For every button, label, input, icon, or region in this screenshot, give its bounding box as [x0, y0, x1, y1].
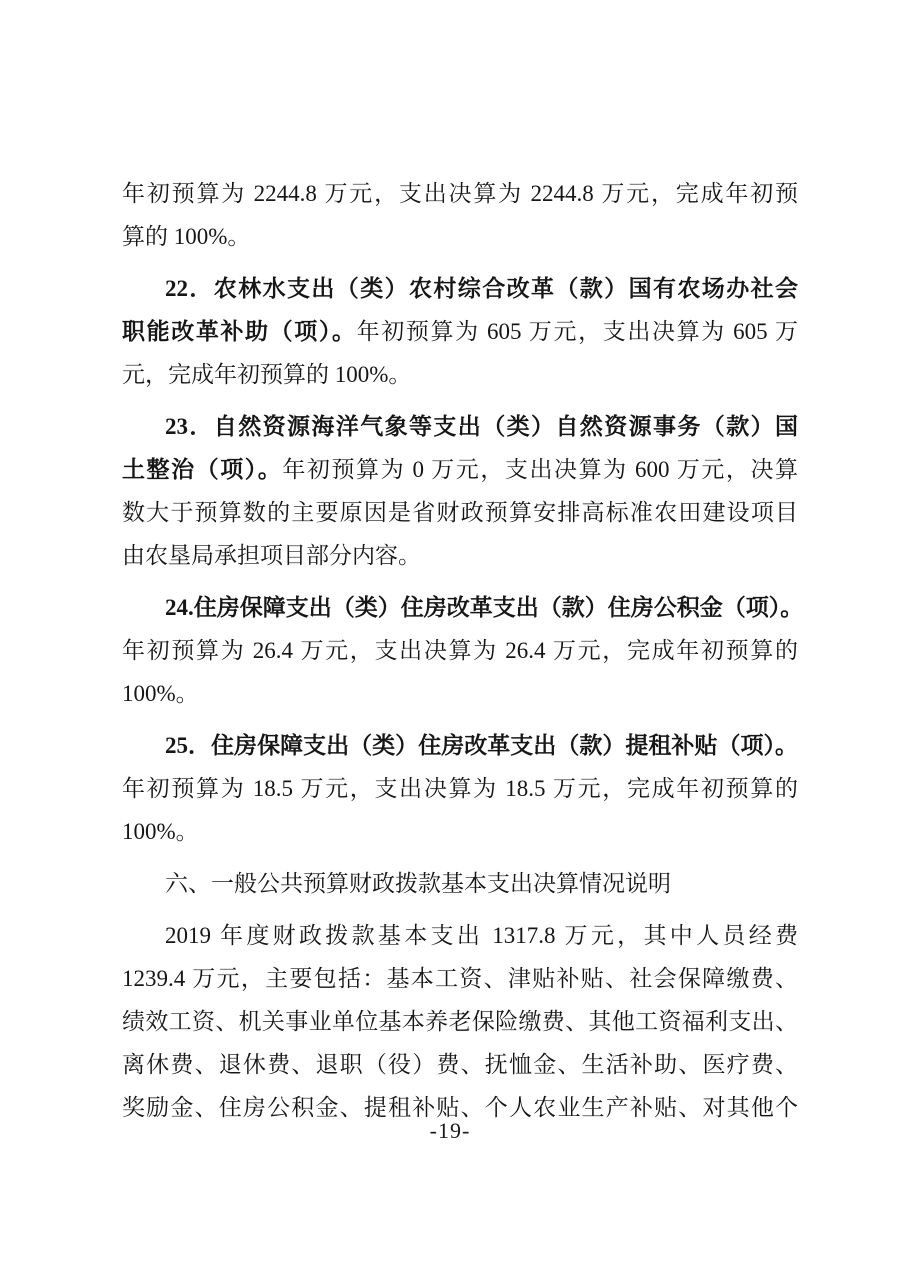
text-line: [122, 353, 798, 396]
text-line: [122, 672, 798, 715]
text-run: 年初预算为 605 万元，支出决算为 605 万: [356, 319, 799, 344]
text-line: [122, 767, 798, 810]
text-line: [122, 810, 798, 853]
text-line: [122, 448, 798, 491]
section-heading-6: [122, 862, 798, 905]
text-line: [122, 1000, 798, 1043]
text-line: [122, 534, 798, 577]
text-run: 年初预算为 0 万元，支出决算为 600 万元，决算: [282, 457, 799, 482]
text-run: 24.住房保障支出（类）住房改革支出（款）住房公积金（项）。: [165, 595, 804, 620]
text-line: [122, 405, 798, 448]
document-body: [122, 172, 804, 1138]
text-line: [122, 862, 798, 905]
text-line: [122, 1043, 798, 1086]
text-run: 土整治（项）。: [122, 457, 283, 482]
text-run: 100%。: [122, 681, 199, 706]
text-run: 25．住房保障支出（类）住房改革支出（款）提租补贴（项）。: [165, 733, 798, 758]
text-run: 六、一般公共预算财政拨款基本支出决算情况说明: [165, 871, 671, 896]
text-line: [122, 491, 798, 534]
text-run: 算的 100%。: [122, 224, 251, 249]
text-line: [122, 267, 798, 310]
text-run: 由农垦局承担项目部分内容。: [122, 543, 421, 568]
text-line: [122, 310, 798, 353]
paragraph-basic-expenditure: [122, 914, 798, 1129]
text-run: 绩效工资、机关事业单位基本养老保险缴费、其他工资福利支出、: [122, 1009, 798, 1034]
text-run: 1239.4 万元，主要包括：基本工资、津贴补贴、社会保障缴费、: [122, 966, 798, 991]
text-run: 元，完成年初预算的 100%。: [122, 362, 412, 387]
text-line: [122, 957, 798, 1000]
paragraph-item-25: [122, 724, 798, 853]
text-line: [122, 629, 798, 672]
text-run: 2019 年度财政拨款基本支出 1317.8 万元，其中人员经费: [165, 923, 798, 948]
page-number: -19-: [429, 1118, 471, 1143]
text-run: 年初预算为 18.5 万元，支出决算为 18.5 万元，完成年初预算的: [122, 776, 798, 801]
text-line: [122, 586, 804, 629]
text-run: 离休费、退休费、退职（役）费、抚恤金、生活补助、医疗费、: [122, 1052, 798, 1077]
text-line: [122, 172, 798, 215]
text-run: 23．自然资源海洋气象等支出（类）自然资源事务（款）国: [165, 414, 798, 439]
text-run: 100%。: [122, 819, 199, 844]
text-run: 年初预算为 26.4 万元，支出决算为 26.4 万元，完成年初预算的: [122, 638, 798, 663]
text-run: 奖励金、住房公积金、提租补贴、个人农业生产补贴、对其他个: [122, 1095, 798, 1120]
text-run: 数大于预算数的主要原因是省财政预算安排高标准农田建设项目: [122, 500, 798, 525]
text-line: [122, 914, 798, 957]
paragraph-21-continuation: [122, 172, 798, 258]
text-run: 年初预算为 2244.8 万元，支出决算为 2244.8 万元，完成年初预: [122, 181, 798, 206]
text-run: 职能改革补助（项）。: [122, 319, 357, 344]
text-line: [122, 215, 798, 258]
paragraph-item-22: [122, 267, 798, 396]
text-line: [122, 724, 798, 767]
paragraph-item-24: [122, 586, 804, 715]
text-run: 22．农林水支出（类）农村综合改革（款）国有农场办社会: [165, 276, 798, 301]
paragraph-item-23: [122, 405, 798, 577]
